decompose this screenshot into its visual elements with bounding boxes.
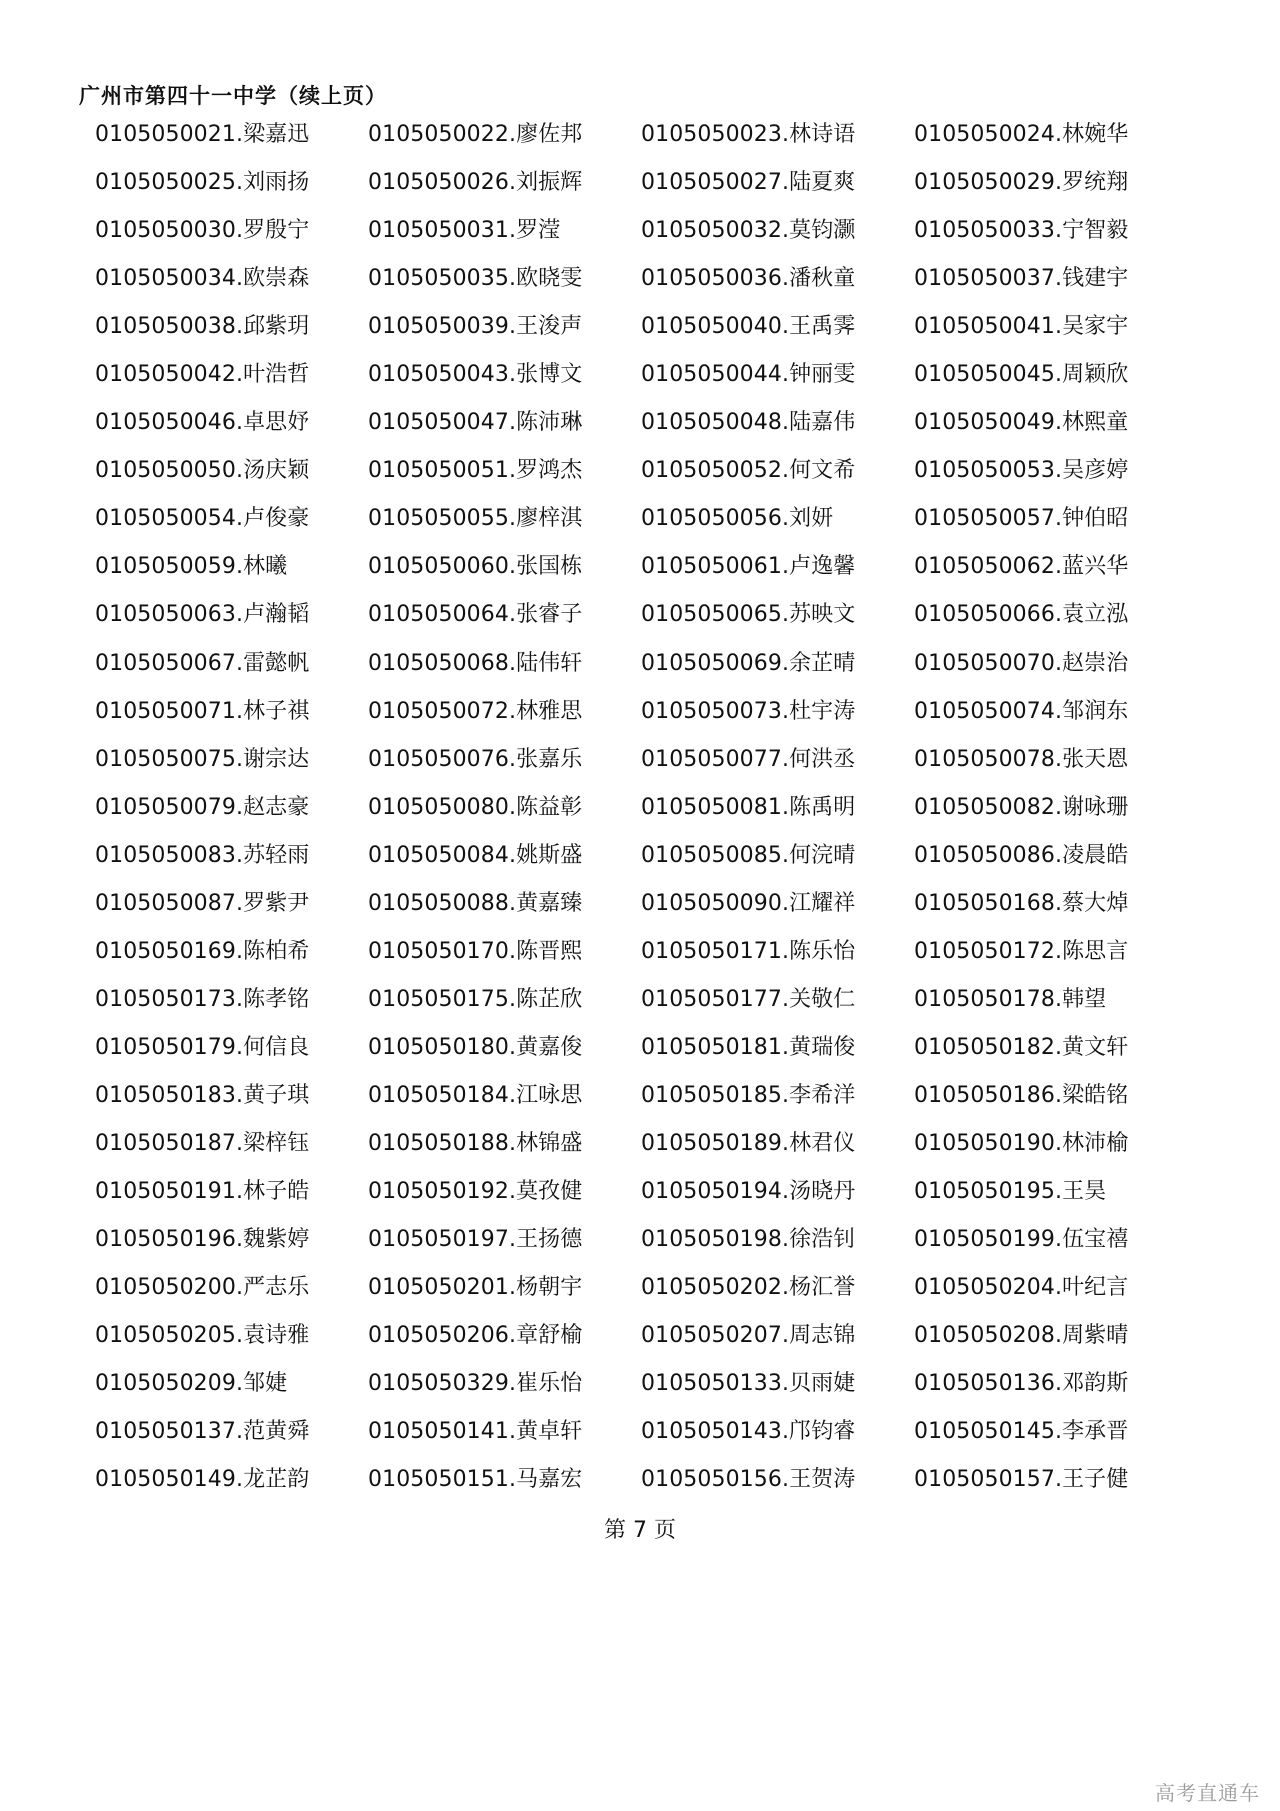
student-entry: 0105050181.黄瑞俊 — [641, 1034, 856, 1060]
student-entry: 0105050199.伍宝禧 — [914, 1227, 1129, 1253]
student-entry: 0105050187.梁梓钰 — [95, 1130, 310, 1156]
roster-row — [95, 1419, 1195, 1467]
student-entry: 0105050053.吴彦婷 — [914, 458, 1129, 484]
student-entry: 0105050078.张天恩 — [914, 746, 1129, 772]
student-entry: 0105050040.王禹霁 — [641, 314, 856, 340]
student-entry: 0105050201.杨朝宇 — [368, 1275, 583, 1301]
student-entry: 0105050062.蓝兴华 — [914, 554, 1129, 580]
student-roster — [95, 122, 1195, 1515]
student-entry: 0105050190.林沛榆 — [914, 1130, 1129, 1156]
student-entry: 0105050202.杨汇誉 — [641, 1275, 856, 1301]
roster-row — [95, 1227, 1195, 1275]
student-entry: 0105050083.苏轻雨 — [95, 842, 310, 868]
roster-row — [95, 987, 1195, 1035]
student-entry: 0105050064.张睿子 — [368, 602, 583, 628]
student-entry: 0105050055.廖梓淇 — [368, 506, 583, 532]
roster-row — [95, 602, 1195, 650]
student-entry: 0105050170.陈晋熙 — [368, 938, 583, 964]
student-entry: 0105050030.罗殷宁 — [95, 218, 310, 244]
student-entry: 0105050037.钱建宇 — [914, 266, 1129, 292]
student-entry: 0105050195.王昊 — [914, 1179, 1107, 1205]
student-entry: 0105050074.邹润东 — [914, 698, 1129, 724]
roster-row — [95, 843, 1195, 891]
student-entry: 0105050183.黄子琪 — [95, 1082, 310, 1108]
student-entry: 0105050194.汤晓丹 — [641, 1179, 856, 1205]
student-entry: 0105050188.林锦盛 — [368, 1130, 583, 1156]
roster-row — [95, 891, 1195, 939]
student-entry: 0105050168.蔡大焯 — [914, 890, 1129, 916]
roster-row — [95, 1083, 1195, 1131]
student-entry: 0105050050.汤庆颖 — [95, 458, 310, 484]
student-entry: 0105050186.梁皓铭 — [914, 1082, 1129, 1108]
student-entry: 0105050041.吴家宇 — [914, 314, 1129, 340]
student-entry: 0105050075.谢宗达 — [95, 746, 310, 772]
student-entry: 0105050169.陈柏希 — [95, 938, 310, 964]
student-entry: 0105050035.欧晓雯 — [368, 266, 583, 292]
student-entry: 0105050054.卢俊豪 — [95, 506, 310, 532]
page-title: 广州市第四十一中学（续上页） — [79, 84, 387, 108]
student-entry: 0105050087.罗紫尹 — [95, 890, 310, 916]
student-entry: 0105050061.卢逸馨 — [641, 554, 856, 580]
student-entry: 0105050329.崔乐怡 — [368, 1371, 583, 1397]
student-entry: 0105050085.何浣晴 — [641, 842, 856, 868]
student-entry: 0105050191.林子皓 — [95, 1179, 310, 1205]
student-entry: 0105050136.邓韵斯 — [914, 1371, 1129, 1397]
student-entry: 0105050207.周志锦 — [641, 1323, 856, 1349]
roster-row — [95, 506, 1195, 554]
roster-row — [95, 1035, 1195, 1083]
student-entry: 0105050090.江耀祥 — [641, 890, 856, 916]
student-entry: 0105050072.林雅思 — [368, 698, 583, 724]
roster-row — [95, 410, 1195, 458]
roster-row — [95, 170, 1195, 218]
student-entry: 0105050205.袁诗雅 — [95, 1323, 310, 1349]
student-entry: 0105050057.钟伯昭 — [914, 506, 1129, 532]
roster-row — [95, 1131, 1195, 1179]
student-entry: 0105050049.林熙童 — [914, 410, 1129, 436]
student-entry: 0105050196.魏紫婷 — [95, 1227, 310, 1253]
student-entry: 0105050032.莫钧灏 — [641, 218, 856, 244]
student-entry: 0105050151.马嘉宏 — [368, 1467, 583, 1493]
student-entry: 0105050073.杜宇涛 — [641, 698, 856, 724]
roster-row — [95, 1323, 1195, 1371]
student-entry: 0105050185.李希洋 — [641, 1082, 856, 1108]
student-entry: 0105050173.陈孝铭 — [95, 986, 310, 1012]
student-entry: 0105050182.黄文轩 — [914, 1034, 1129, 1060]
student-entry: 0105050077.何洪丞 — [641, 746, 856, 772]
watermark: 高考直通车 — [1155, 1781, 1260, 1805]
student-entry: 0105050021.梁嘉迅 — [95, 122, 310, 147]
student-entry: 0105050145.李承晋 — [914, 1419, 1129, 1445]
student-entry: 0105050052.何文希 — [641, 458, 856, 484]
roster-row — [95, 218, 1195, 266]
student-entry: 0105050046.卓思妤 — [95, 410, 310, 436]
student-entry: 0105050067.雷懿帆 — [95, 650, 310, 676]
roster-row — [95, 1275, 1195, 1323]
student-entry: 0105050197.王扬德 — [368, 1227, 583, 1253]
student-entry: 0105050026.刘振辉 — [368, 170, 583, 196]
student-entry: 0105050051.罗鸿杰 — [368, 458, 583, 484]
student-entry: 0105050079.赵志豪 — [95, 794, 310, 820]
roster-row — [95, 1371, 1195, 1419]
student-entry: 0105050172.陈思言 — [914, 938, 1129, 964]
roster-row — [95, 747, 1195, 795]
student-entry: 0105050133.贝雨婕 — [641, 1371, 856, 1397]
student-entry: 0105050081.陈禹明 — [641, 794, 856, 820]
roster-row — [95, 266, 1195, 314]
student-entry: 0105050177.关敬仁 — [641, 986, 856, 1012]
student-entry: 0105050178.韩望 — [914, 986, 1107, 1012]
student-entry: 0105050082.谢咏珊 — [914, 794, 1129, 820]
roster-row — [95, 314, 1195, 362]
student-entry: 0105050022.廖佐邦 — [368, 122, 583, 147]
roster-row — [95, 699, 1195, 747]
student-entry: 0105050044.钟丽雯 — [641, 362, 856, 388]
student-entry: 0105050056.刘妍 — [641, 506, 834, 532]
student-entry: 0105050065.苏映文 — [641, 602, 856, 628]
student-entry: 0105050029.罗统翔 — [914, 170, 1129, 196]
roster-row — [95, 939, 1195, 987]
student-entry: 0105050066.袁立泓 — [914, 602, 1129, 628]
roster-row — [95, 122, 1195, 170]
student-entry: 0105050076.张嘉乐 — [368, 746, 583, 772]
student-entry: 0105050204.叶纪言 — [914, 1275, 1129, 1301]
student-entry: 0105050024.林婉华 — [914, 122, 1129, 147]
roster-row — [95, 362, 1195, 410]
student-entry: 0105050036.潘秋童 — [641, 266, 856, 292]
student-entry: 0105050039.王浚声 — [368, 314, 583, 340]
student-entry: 0105050084.姚斯盛 — [368, 842, 583, 868]
student-entry: 0105050149.龙芷韵 — [95, 1467, 310, 1493]
student-entry: 0105050048.陆嘉伟 — [641, 410, 856, 436]
student-entry: 0105050025.刘雨扬 — [95, 170, 310, 196]
student-entry: 0105050180.黄嘉俊 — [368, 1034, 583, 1060]
roster-row — [95, 1467, 1195, 1515]
student-entry: 0105050198.徐浩钊 — [641, 1227, 856, 1253]
student-entry: 0105050156.王贺涛 — [641, 1467, 856, 1493]
student-entry: 0105050209.邹婕 — [95, 1371, 288, 1397]
student-entry: 0105050208.周紫晴 — [914, 1323, 1129, 1349]
student-entry: 0105050068.陆伟轩 — [368, 650, 583, 676]
student-entry: 0105050071.林子祺 — [95, 698, 310, 724]
student-entry: 0105050200.严志乐 — [95, 1275, 310, 1301]
student-entry: 0105050038.邱紫玥 — [95, 314, 310, 340]
student-entry: 0105050060.张国栋 — [368, 554, 583, 580]
student-entry: 0105050088.黄嘉臻 — [368, 890, 583, 916]
student-entry: 0105050175.陈芷欣 — [368, 986, 583, 1012]
student-entry: 0105050045.周颖欣 — [914, 362, 1129, 388]
student-entry: 0105050031.罗滢 — [368, 218, 561, 244]
student-entry: 0105050042.叶浩哲 — [95, 362, 310, 388]
student-entry: 0105050137.范黄舜 — [95, 1419, 310, 1445]
student-entry: 0105050069.余芷晴 — [641, 650, 856, 676]
student-entry: 0105050027.陆夏爽 — [641, 170, 856, 196]
roster-row — [95, 1179, 1195, 1227]
student-entry: 0105050141.黄卓轩 — [368, 1419, 583, 1445]
student-entry: 0105050023.林诗语 — [641, 122, 856, 147]
student-entry: 0105050157.王子健 — [914, 1467, 1129, 1493]
student-entry: 0105050171.陈乐怡 — [641, 938, 856, 964]
student-entry: 0105050070.赵崇治 — [914, 650, 1129, 676]
roster-row — [95, 795, 1195, 843]
student-entry: 0105050047.陈沛琳 — [368, 410, 583, 436]
student-entry: 0105050179.何信良 — [95, 1034, 310, 1060]
student-entry: 0105050143.邝钧睿 — [641, 1419, 856, 1445]
roster-row — [95, 651, 1195, 699]
student-entry: 0105050086.凌晨皓 — [914, 842, 1129, 868]
page-number: 第 7 页 — [604, 1518, 676, 1543]
student-entry: 0105050189.林君仪 — [641, 1130, 856, 1156]
student-entry: 0105050080.陈益彰 — [368, 794, 583, 820]
student-entry: 0105050034.欧崇森 — [95, 266, 310, 292]
student-entry: 0105050192.莫孜健 — [368, 1179, 583, 1205]
student-entry: 0105050043.张博文 — [368, 362, 583, 388]
student-entry: 0105050063.卢瀚韬 — [95, 602, 310, 628]
roster-row — [95, 458, 1195, 506]
student-entry: 0105050059.林曦 — [95, 554, 288, 580]
student-entry: 0105050184.江咏思 — [368, 1082, 583, 1108]
student-entry: 0105050206.章舒榆 — [368, 1323, 583, 1349]
student-entry: 0105050033.宁智毅 — [914, 218, 1129, 244]
roster-row — [95, 554, 1195, 602]
